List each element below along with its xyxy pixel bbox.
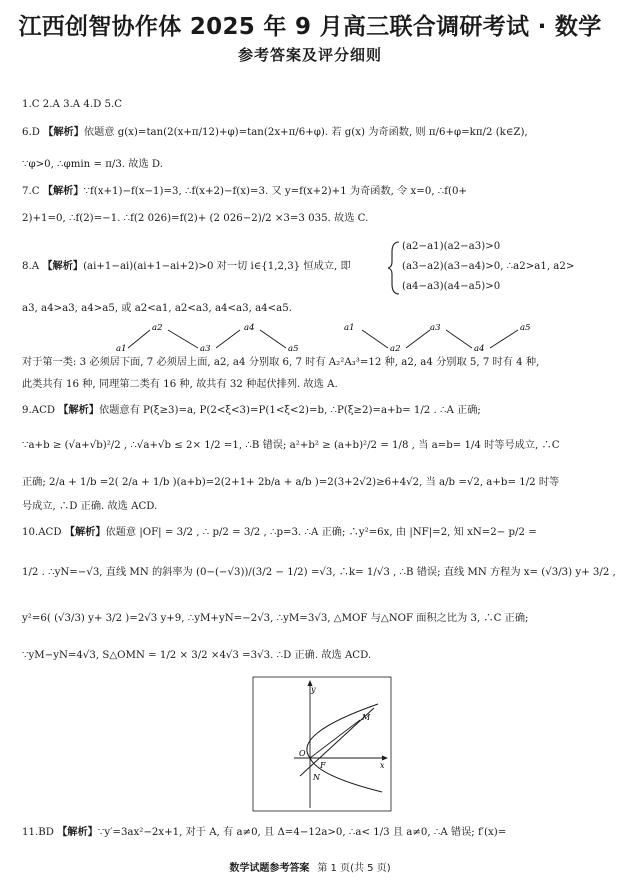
zigzag1-a4: a4: [244, 323, 255, 333]
q8-text-1: (ai+1−ai)(ai+1−ai+2)>0 对一切 i∈{1,2,3} 恒成立, 即: [83, 261, 351, 272]
zigzag1-a3: a3: [200, 344, 211, 354]
q10-line-2: 1/2 . ∴yN=−√3, 直线 MN 的斜率为 (0−(−√3))/(3/2 − 1/2) =√3, ∴k= 1/√3 , ∴B 错误; 直线 MN 方程为 x= (√3/3) y+ 3/2 ,: [22, 567, 616, 578]
q8-system-1: (a2−a1)(a2−a3)>0: [402, 241, 501, 252]
q6-number: 6.D: [22, 127, 44, 138]
fig-label-y: y: [311, 685, 316, 694]
q8-system-3: (a4−a3)(a4−a5)>0: [402, 281, 501, 292]
q8-zigzag-figure: [100, 318, 600, 354]
q10-line-4: ∵yM−yN=4√3, S△OMN = 1/2 × 3/2 ×4√3 =3√3. ∴D 正确. 故选 ACD.: [22, 650, 372, 661]
zigzag2-a3: a3: [430, 323, 441, 333]
fig-label-x: x: [380, 761, 385, 770]
zigzag1-a5: a5: [288, 344, 299, 354]
q11-text-1: ∵y′=3ax²−2x+1, 对于 A, 有 a≠0, 且 Δ=4−12a>0, ∴a< 1/3 且 a≠0, ∴A 错误; f′(x)=: [97, 827, 507, 838]
zigzag2-a5: a5: [520, 323, 531, 333]
q8-number: 8.A: [22, 261, 43, 272]
q7-line-1: [22, 185, 467, 199]
answers-1-5: 1.C 2.A 3.A 4.D 5.C: [22, 99, 123, 110]
q11-line-1: [22, 826, 506, 840]
q11-number: 11.BD: [22, 827, 58, 838]
zigzag1-a1: a1: [116, 344, 127, 354]
zigzag2-a2: a2: [390, 344, 401, 354]
q8-line-3: 对于第一类: 3 必须居下面, 7 必须居上面, a2, a4 分别取 6, 7 时有 A₂²A₃³=12 种, a2, a4 分别取 5, 7 时有 4 种,: [22, 357, 540, 368]
zigzag-type-1: [116, 323, 298, 354]
page-title: 江西创智协作体 2025 年 9 月高三联合调研考试 · 数学: [18, 14, 602, 40]
q11-tag: 【解析】: [57, 827, 98, 838]
q8-line-1: [22, 260, 351, 274]
q9-line-1: [22, 404, 481, 418]
page-subtitle: 参考答案及评分细则: [237, 46, 382, 64]
fig-label-f: F: [320, 761, 326, 770]
footer-page-number: 第 1 页(共 5 页): [317, 863, 391, 874]
q6-line-1: [22, 126, 528, 140]
q6-tag: 【解析】: [43, 127, 84, 138]
q8-system-brace: [386, 240, 402, 296]
fig-label-n: N: [313, 773, 320, 782]
q10-text-1: 依题意 |OF| = 3/2 , ∴ p/2 = 3/2 , ∴p=3. ∴A 正确; ∴y²=6x, 由 |NF|=2, 知 xN=2− p/2 =: [105, 527, 537, 538]
q9-number: 9.ACD: [22, 405, 59, 416]
page-footer: [0, 859, 620, 874]
zigzag2-a1: a1: [344, 323, 355, 333]
q7-line-2: 2)+1=0, ∴f(2)=−1. ∴f(2 026)=f(2)+ (2 026−2)/2 ×3=3 035. 故选 C.: [22, 213, 369, 224]
q6-line-2: ∵φ>0, ∴φmin = π/3. 故选 D.: [22, 159, 163, 170]
q7-number: 7.C: [22, 186, 43, 197]
q10-tag: 【解析】: [64, 527, 106, 538]
q9-text-1: 依题意有 P(ξ≥3)=a, P(2<ξ<3)=P(1<ξ<2)=b, ∴P(ξ≥2)=a+b= 1/2 . ∴A 正确;: [99, 405, 481, 416]
q9-tag: 【解析】: [58, 405, 100, 416]
zigzag2-a4: a4: [474, 344, 485, 354]
fig-label-m: M: [362, 713, 371, 722]
q6-text-1: 依题意 g(x)=tan(2(x+π/12)+φ)=tan(2x+π/6+φ). 若 g(x) 为奇函数, 则 π/6+φ=kπ/2 (k∈Z),: [83, 127, 528, 138]
zigzag-type-2: [344, 323, 530, 354]
q7-tag: 【解析】: [42, 186, 84, 197]
q8-line-2: a3, a4>a3, a4>a5, 或 a2<a1, a2<a3, a4<a3, a4<a5.: [22, 303, 292, 314]
footer-title: 数学试题参考答案: [229, 863, 310, 874]
q7-text-1: ∵f(x+1)−f(x−1)=3, ∴f(x+2)−f(x)=3. 又 y=f(x+2)+1 为奇函数, 令 x=0, ∴f(0+: [83, 186, 468, 197]
q10-line-1: [22, 526, 537, 540]
zigzag1-a2: a2: [152, 323, 163, 333]
q8-system-2: (a3−a2)(a3−a4)>0, ∴a2>a1, a2>: [402, 261, 575, 272]
q8-tag: 【解析】: [42, 261, 84, 272]
q10-number: 10.ACD: [22, 527, 65, 538]
q10-parabola-figure: [252, 676, 392, 812]
fig-label-o: O: [299, 749, 306, 758]
q8-line-4: 此类共有 16 种, 同理第二类有 16 种, 故共有 32 种起伏排列. 故选 A.: [22, 379, 338, 390]
q9-line-2: ∵a+b ≥ (√a+√b)²/2 , ∴√a+√b ≤ 2× 1/2 =1, ∴B 错误; a²+b² ≥ (a+b)²/2 = 1/8 , 当 a=b= 1/4 时等号成立, ∴C: [22, 440, 560, 451]
q9-line-4: 号成立, ∴D 正确. 故选 ACD.: [22, 501, 158, 512]
q10-line-3: y²=6( (√3/3) y+ 3/2 )=2√3 y+9, ∴yM+yN=−2√3, ∴yM=3√3, △MOF 与△NOF 面积之比为 3, ∴C 正确;: [22, 613, 529, 624]
q9-line-3: 正确; 2/a + 1/b =2( 2/a + 1/b )(a+b)=2(2+1+ 2b/a + a/b )=2(3+2√2)≥6+4√2, 当 a/b =√2, a+b= 1/2 时等: [22, 477, 560, 488]
